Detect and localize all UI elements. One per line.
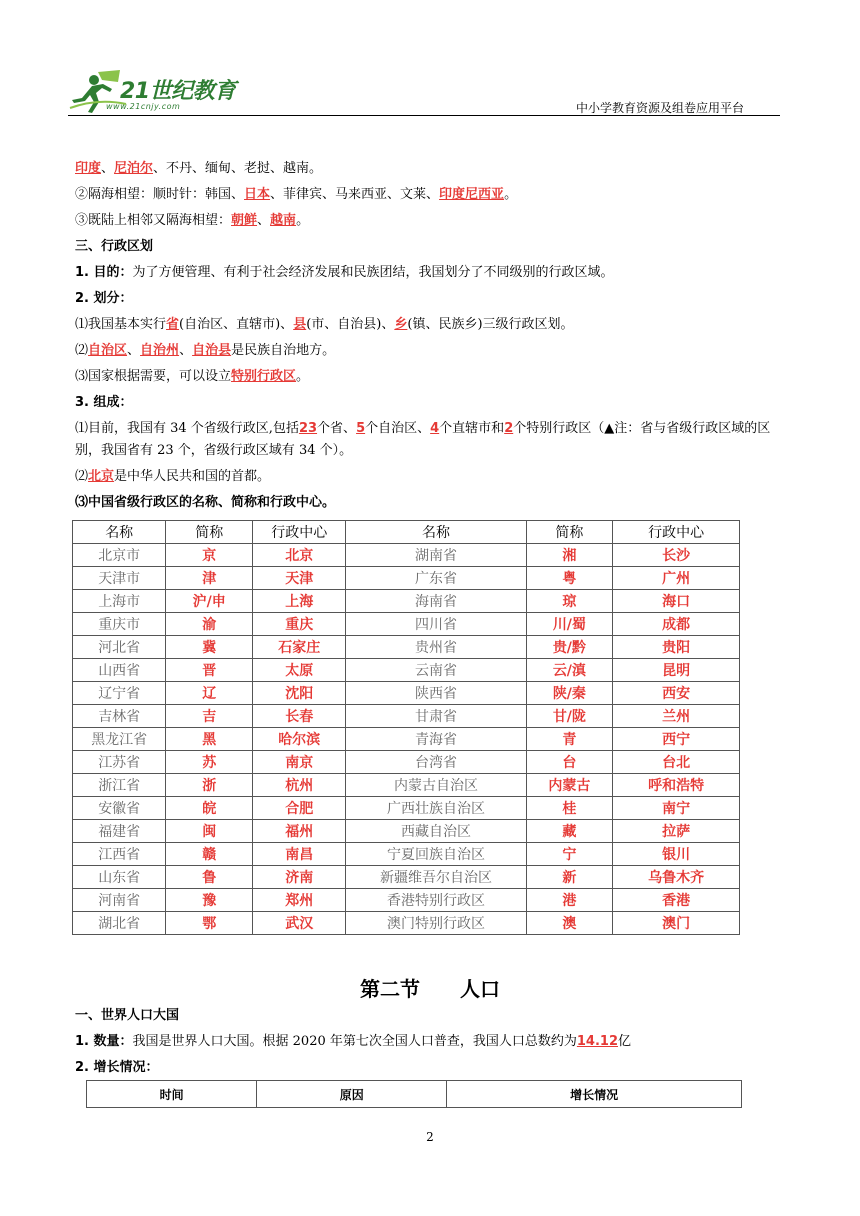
province-table bbox=[72, 520, 740, 935]
autonomous-region-term: 自治区 bbox=[88, 343, 128, 358]
abbreviation-cell: 桂 bbox=[526, 797, 613, 820]
abbreviation-cell: 川/蜀 bbox=[526, 613, 613, 636]
population-unit: 亿 bbox=[618, 1034, 632, 1049]
header-divider bbox=[68, 115, 780, 116]
logo-text: 21世纪教育 bbox=[120, 79, 236, 104]
composition-line-2 bbox=[75, 466, 787, 492]
admin-heading: 三、行政区划 bbox=[75, 239, 154, 254]
abbreviation-cell: 陕/秦 bbox=[526, 682, 613, 705]
province-name-cell: 广东省 bbox=[346, 567, 526, 590]
composition-line-1 bbox=[75, 418, 787, 462]
platform-title: 中小学教育资源及组卷应用平台 bbox=[575, 101, 744, 115]
sea-end: 。 bbox=[504, 187, 518, 202]
col-header: 时间 bbox=[87, 1081, 257, 1108]
abbreviation-cell: 贵/黔 bbox=[526, 636, 613, 659]
province-name-cell: 宁夏回族自治区 bbox=[346, 843, 526, 866]
table-row bbox=[73, 590, 740, 613]
d3-text: 。 bbox=[296, 369, 310, 384]
indonesia-text: 印度尼西亚 bbox=[439, 187, 505, 202]
both-prefix: ③既陆上相邻又隔海相望： bbox=[75, 213, 232, 228]
abbreviation-cell: 藏 bbox=[526, 820, 613, 843]
page-header bbox=[68, 68, 780, 118]
division-line-2 bbox=[75, 340, 787, 366]
abbreviation-cell: 云/滇 bbox=[526, 659, 613, 682]
col-header: 简称 bbox=[526, 521, 613, 544]
section-title: 第二节 人口 bbox=[360, 977, 500, 1001]
capital-cell: 香港 bbox=[613, 889, 740, 912]
township-term: 乡 bbox=[394, 317, 408, 332]
province-name-cell: 浙江省 bbox=[73, 774, 166, 797]
capital-cell: 长沙 bbox=[613, 544, 740, 567]
capital-cell: 北京 bbox=[253, 544, 346, 567]
abbreviation-cell: 浙 bbox=[166, 774, 253, 797]
province-name-cell: 江苏省 bbox=[73, 751, 166, 774]
korea-text: 朝鲜 bbox=[231, 213, 258, 228]
province-name-cell: 重庆市 bbox=[73, 613, 166, 636]
abbreviation-cell: 冀 bbox=[166, 636, 253, 659]
capital-cell: 银川 bbox=[613, 843, 740, 866]
table-row bbox=[73, 728, 740, 751]
c1-text: 个特别行政区（▲注：省与省级行政区域的区别，我国省有 23 个，省级行政区域有 34 个）。 bbox=[75, 421, 771, 458]
table-row bbox=[73, 751, 740, 774]
both-end: 。 bbox=[296, 213, 310, 228]
province-name-cell: 青海省 bbox=[346, 728, 526, 751]
capital-cell: 广州 bbox=[613, 567, 740, 590]
abbreviation-cell: 鄂 bbox=[166, 912, 253, 935]
growth-table bbox=[86, 1080, 742, 1108]
count-sars: 2 bbox=[504, 421, 514, 436]
province-term: 省 bbox=[166, 317, 180, 332]
composition-label: 3. 组成： bbox=[75, 395, 133, 410]
province-name-cell: 海南省 bbox=[346, 590, 526, 613]
abbreviation-cell: 闽 bbox=[166, 820, 253, 843]
main-content bbox=[75, 158, 787, 518]
abbreviation-cell: 赣 bbox=[166, 843, 253, 866]
abbreviation-cell: 豫 bbox=[166, 889, 253, 912]
province-name-cell: 贵州省 bbox=[346, 636, 526, 659]
beijing-term: 北京 bbox=[88, 469, 115, 484]
logo-url: www.21cnjy.com bbox=[106, 102, 181, 111]
d2-text: 是民族自治地方。 bbox=[231, 343, 336, 358]
col-header: 原因 bbox=[257, 1081, 447, 1108]
d2-text: ⑵ bbox=[75, 343, 89, 358]
capital-cell: 福州 bbox=[253, 820, 346, 843]
capital-cell: 南宁 bbox=[613, 797, 740, 820]
division-line-3 bbox=[75, 366, 787, 392]
capital-cell: 澳门 bbox=[613, 912, 740, 935]
province-name-cell: 安徽省 bbox=[73, 797, 166, 820]
purpose-label: 1. 目的： bbox=[75, 265, 133, 280]
capital-cell: 沈阳 bbox=[253, 682, 346, 705]
vietnam-text: 越南 bbox=[270, 213, 297, 228]
province-name-cell: 内蒙古自治区 bbox=[346, 774, 526, 797]
table-row bbox=[73, 636, 740, 659]
capital-cell: 哈尔滨 bbox=[253, 728, 346, 751]
neighbors-sea-line bbox=[75, 184, 787, 210]
quantity-line bbox=[75, 1031, 787, 1057]
province-name-cell: 福建省 bbox=[73, 820, 166, 843]
c1-text: 个直辖市和 bbox=[439, 421, 505, 436]
abbreviation-cell: 渝 bbox=[166, 613, 253, 636]
province-name-cell: 辽宁省 bbox=[73, 682, 166, 705]
province-name-cell: 甘肃省 bbox=[346, 705, 526, 728]
population-heading: 一、世界人口大国 bbox=[75, 1008, 180, 1023]
capital-cell: 南昌 bbox=[253, 843, 346, 866]
abbreviation-cell: 辽 bbox=[166, 682, 253, 705]
capital-cell: 合肥 bbox=[253, 797, 346, 820]
count-autonomous-regions: 5 bbox=[356, 421, 366, 436]
quantity-label: 1. 数量： bbox=[75, 1034, 133, 1049]
neighbors-land-line bbox=[75, 158, 787, 184]
abbreviation-cell: 沪/申 bbox=[166, 590, 253, 613]
capital-cell: 郑州 bbox=[253, 889, 346, 912]
nepal-text: 尼泊尔 bbox=[114, 161, 154, 176]
purpose-line bbox=[75, 262, 787, 288]
province-name-cell: 河北省 bbox=[73, 636, 166, 659]
capital-cell: 天津 bbox=[253, 567, 346, 590]
abbreviation-cell: 吉 bbox=[166, 705, 253, 728]
d3-text: ⑶国家根据需要，可以设立 bbox=[75, 369, 232, 384]
col-header: 名称 bbox=[346, 521, 526, 544]
table-header-row bbox=[87, 1081, 742, 1108]
table-row bbox=[73, 912, 740, 935]
japan-text: 日本 bbox=[244, 187, 271, 202]
capital-cell: 乌鲁木齐 bbox=[613, 866, 740, 889]
c1-text: 个省、 bbox=[317, 421, 357, 436]
col-header: 增长情况 bbox=[447, 1081, 742, 1108]
capital-cell: 太原 bbox=[253, 659, 346, 682]
abbreviation-cell: 皖 bbox=[166, 797, 253, 820]
table-row bbox=[73, 774, 740, 797]
table-row bbox=[73, 866, 740, 889]
province-name-cell: 吉林省 bbox=[73, 705, 166, 728]
abbreviation-cell: 琼 bbox=[526, 590, 613, 613]
capital-cell: 台北 bbox=[613, 751, 740, 774]
province-name-cell: 陕西省 bbox=[346, 682, 526, 705]
col-header: 行政中心 bbox=[613, 521, 740, 544]
capital-cell: 贵阳 bbox=[613, 636, 740, 659]
table-row bbox=[73, 659, 740, 682]
composition-line-3: ⑶中国省级行政区的名称、简称和行政中心。 bbox=[75, 495, 336, 510]
province-name-cell: 上海市 bbox=[73, 590, 166, 613]
capital-cell: 长春 bbox=[253, 705, 346, 728]
capital-cell: 兰州 bbox=[613, 705, 740, 728]
capital-cell: 南京 bbox=[253, 751, 346, 774]
c1-text: ⑴目前，我国有 34 个省级行政区,包括 bbox=[75, 421, 299, 436]
table-row bbox=[73, 682, 740, 705]
growth-label: 2. 增长情况： bbox=[75, 1060, 159, 1075]
neighbors-rest-text: 、不丹、缅甸、老挝、越南。 bbox=[153, 161, 323, 176]
capital-cell: 西安 bbox=[613, 682, 740, 705]
d1-text: (市、自治县)、 bbox=[306, 317, 395, 332]
table-row bbox=[73, 889, 740, 912]
sea-mid: 、菲律宾、马来西亚、文莱、 bbox=[270, 187, 440, 202]
table-row bbox=[73, 820, 740, 843]
table-row bbox=[73, 544, 740, 567]
province-name-cell: 台湾省 bbox=[346, 751, 526, 774]
table-header-row bbox=[73, 521, 740, 544]
purpose-text: 为了方便管理、有利于社会经济发展和民族团结，我国划分了不同级别的行政区域。 bbox=[132, 265, 614, 280]
abbreviation-cell: 宁 bbox=[526, 843, 613, 866]
abbreviation-cell: 苏 bbox=[166, 751, 253, 774]
d1-text: (自治区、直辖市)、 bbox=[179, 317, 294, 332]
separator: 、 bbox=[179, 343, 193, 358]
province-name-cell: 香港特别行政区 bbox=[346, 889, 526, 912]
table-row bbox=[73, 705, 740, 728]
province-name-cell: 湖南省 bbox=[346, 544, 526, 567]
count-municipalities: 4 bbox=[430, 421, 440, 436]
abbreviation-cell: 湘 bbox=[526, 544, 613, 567]
province-name-cell: 山西省 bbox=[73, 659, 166, 682]
abbreviation-cell: 京 bbox=[166, 544, 253, 567]
capital-cell: 海口 bbox=[613, 590, 740, 613]
abbreviation-cell: 晋 bbox=[166, 659, 253, 682]
d1-text: ⑴我国基本实行 bbox=[75, 317, 167, 332]
capital-cell: 济南 bbox=[253, 866, 346, 889]
page-number: 2 bbox=[426, 1130, 434, 1144]
province-name-cell: 四川省 bbox=[346, 613, 526, 636]
division-label: 2. 划分： bbox=[75, 291, 133, 306]
col-header: 名称 bbox=[73, 521, 166, 544]
province-name-cell: 北京市 bbox=[73, 544, 166, 567]
separator: 、 bbox=[101, 161, 115, 176]
province-name-cell: 新疆维吾尔自治区 bbox=[346, 866, 526, 889]
c2-text: 是中华人民共和国的首都。 bbox=[114, 469, 271, 484]
abbreviation-cell: 新 bbox=[526, 866, 613, 889]
table-row bbox=[73, 567, 740, 590]
abbreviation-cell: 甘/陇 bbox=[526, 705, 613, 728]
abbreviation-cell: 内蒙古 bbox=[526, 774, 613, 797]
capital-cell: 昆明 bbox=[613, 659, 740, 682]
india-text: 印度 bbox=[75, 161, 102, 176]
capital-cell: 石家庄 bbox=[253, 636, 346, 659]
c1-text: 个自治区、 bbox=[365, 421, 431, 436]
table-row bbox=[73, 843, 740, 866]
abbreviation-cell: 津 bbox=[166, 567, 253, 590]
capital-cell: 成都 bbox=[613, 613, 740, 636]
abbreviation-cell: 青 bbox=[526, 728, 613, 751]
capital-cell: 杭州 bbox=[253, 774, 346, 797]
table-row bbox=[73, 797, 740, 820]
capital-cell: 上海 bbox=[253, 590, 346, 613]
capital-cell: 重庆 bbox=[253, 613, 346, 636]
capital-cell: 西宁 bbox=[613, 728, 740, 751]
sar-term: 特别行政区 bbox=[231, 369, 297, 384]
province-name-cell: 天津市 bbox=[73, 567, 166, 590]
autonomous-prefecture-term: 自治州 bbox=[140, 343, 180, 358]
abbreviation-cell: 港 bbox=[526, 889, 613, 912]
count-provinces: 23 bbox=[298, 421, 318, 436]
d1-text: (镇、民族乡)三级行政区划。 bbox=[407, 317, 574, 332]
province-name-cell: 河南省 bbox=[73, 889, 166, 912]
col-header: 简称 bbox=[166, 521, 253, 544]
province-name-cell: 黑龙江省 bbox=[73, 728, 166, 751]
neighbors-both-line bbox=[75, 210, 787, 236]
quantity-text: 我国是世界人口大国。根据 2020 年第七次全国人口普查，我国人口总数约为 bbox=[132, 1034, 577, 1049]
division-line-1 bbox=[75, 314, 787, 340]
province-name-cell: 江西省 bbox=[73, 843, 166, 866]
capital-cell: 武汉 bbox=[253, 912, 346, 935]
abbreviation-cell: 台 bbox=[526, 751, 613, 774]
province-name-cell: 云南省 bbox=[346, 659, 526, 682]
separator: 、 bbox=[257, 213, 271, 228]
population-value: 14.12 bbox=[576, 1034, 618, 1049]
abbreviation-cell: 粤 bbox=[526, 567, 613, 590]
capital-cell: 拉萨 bbox=[613, 820, 740, 843]
province-table-body bbox=[73, 544, 740, 935]
c2-text: ⑵ bbox=[75, 469, 89, 484]
province-name-cell: 山东省 bbox=[73, 866, 166, 889]
province-name-cell: 广西壮族自治区 bbox=[346, 797, 526, 820]
col-header: 行政中心 bbox=[253, 521, 346, 544]
abbreviation-cell: 黑 bbox=[166, 728, 253, 751]
province-name-cell: 西藏自治区 bbox=[346, 820, 526, 843]
logo bbox=[68, 68, 238, 114]
capital-cell: 呼和浩特 bbox=[613, 774, 740, 797]
separator: 、 bbox=[127, 343, 141, 358]
table-row bbox=[73, 613, 740, 636]
abbreviation-cell: 鲁 bbox=[166, 866, 253, 889]
sea-prefix: ②隔海相望：顺时针：韩国、 bbox=[75, 187, 245, 202]
province-name-cell: 澳门特别行政区 bbox=[346, 912, 526, 935]
section2-content bbox=[75, 1005, 787, 1083]
province-name-cell: 湖北省 bbox=[73, 912, 166, 935]
autonomous-county-term: 自治县 bbox=[192, 343, 232, 358]
county-term: 县 bbox=[293, 317, 307, 332]
abbreviation-cell: 澳 bbox=[526, 912, 613, 935]
